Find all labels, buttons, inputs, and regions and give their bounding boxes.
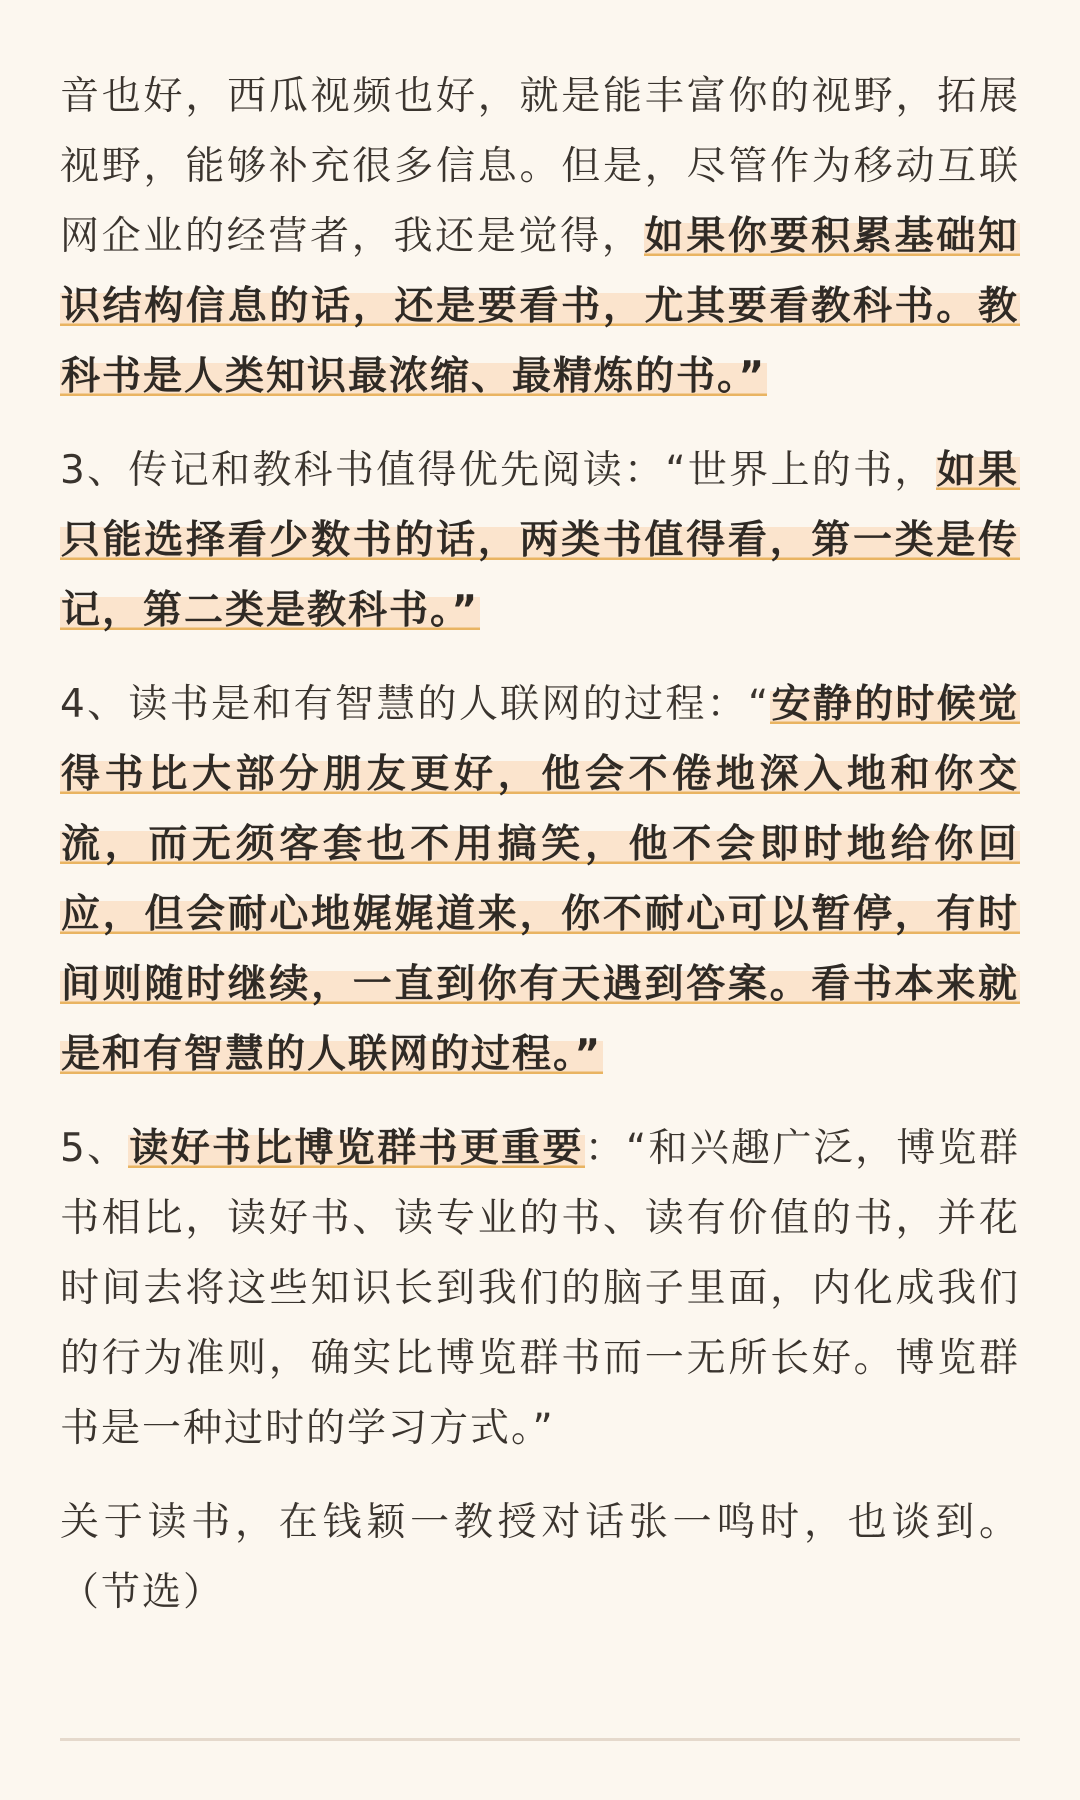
paragraph-4 (60, 1114, 1020, 1464)
paragraph-4-highlight: 读好书比博览群书更重要 (129, 1126, 584, 1171)
paragraph-2-text: 3、传记和教科书值得优先阅读：“世界上的书， (60, 448, 936, 493)
paragraph-1 (60, 62, 1020, 412)
paragraph-3-highlight: 安静的时候觉得书比大部分朋友更好，他会不倦地深入地和你交流，而无须客套也不用搞笑，他不会即时地给你回应，但会耐心地娓娓道来，你不耐心可以暂停，有时间则随时继续，一直到你有天遇到答案。看书本来就是和有智慧的人联网的过程。” (61, 682, 1019, 1077)
paragraph-1-highlight: 如果你要积累基础知识结构信息的话，还是要看书，尤其要看教科书。教科书是人类知识最浓缩、最精炼的书。” (61, 214, 1019, 399)
paragraph-5 (60, 1488, 1020, 1628)
paragraph-5-text: 关于读书，在钱颖一教授对话张一鸣时，也谈到。（节选） (60, 1500, 1020, 1615)
bottom-divider (60, 1738, 1020, 1741)
paragraph-4-number: 5、 (60, 1126, 129, 1171)
paragraph-2 (60, 436, 1020, 646)
paragraph-3-text: 4、读书是和有智慧的人联网的过程：“ (60, 682, 771, 727)
paragraph-2-highlight: 如果只能选择看少数书的话，两类书值得看，第一类是传记，第二类是教科书。” (61, 448, 1019, 633)
paragraph-4-text: ：“和兴趣广泛，博览群书相比，读好书、读专业的书、读有价值的书，并花时间去将这些知识长到我们的脑子里面，内化成我们的行为准则，确实比博览群书而一无所长好。博览群书是一种过时的学习方式。” (60, 1126, 1020, 1451)
paragraph-1-text: 音也好，西瓜视频也好，就是能丰富你的视野，拓展视野，能够补充很多信息。但是，尽管作为移动互联网企业的经营者，我还是觉得， (60, 74, 1020, 259)
paragraph-3 (60, 670, 1020, 1090)
